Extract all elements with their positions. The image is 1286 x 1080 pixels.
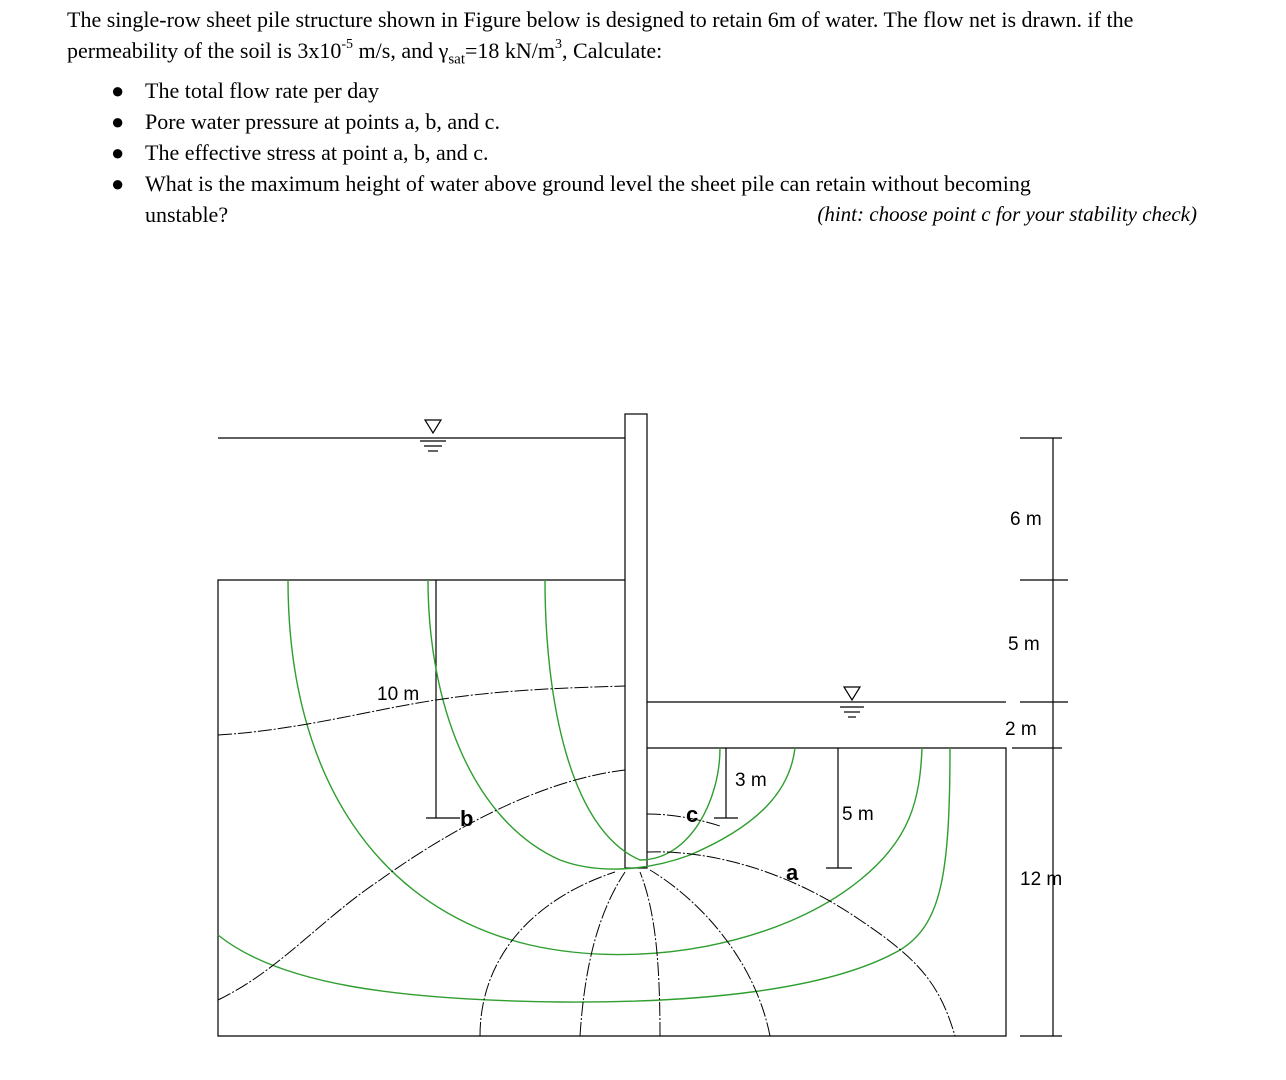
permeability-exponent: -5 [341,36,354,52]
list-item-text: The effective stress at point a, b, and c. [145,140,489,166]
dim-5m-inner-label: 5 m [842,804,874,825]
gamma-subscript: sat [448,51,465,68]
upstream-water-level-icon [420,420,446,451]
dim-6m-label: 6 m [1010,509,1042,530]
intro-text-1: The single-row sheet pile structure shown in Figure below is designed to retain 6m of water. The flow net is drawn. if the permeability of the soil is 3x10 [67,7,1134,63]
list-item-text: The total flow rate per day [145,78,379,104]
equipotential-lines [218,686,955,1036]
bullet-icon: ● [111,171,125,197]
dim-12m-label: 12 m [1020,869,1063,890]
intro-text-4: , Calculate: [562,38,663,63]
point-c-label: c [686,802,699,827]
last-line-text: unstable? [145,202,229,228]
intro-text-3: =18 kN/m [465,38,556,63]
point-b-label: b [460,806,474,831]
dim-10m-label: 10 m [377,684,420,705]
hint-text: (hint: choose point c for your stability check) [817,202,1197,227]
bullet-icon: ● [111,78,125,104]
bullet-icon: ● [111,140,125,166]
upstream-ground [218,580,1006,1036]
bullet-icon: ● [111,109,125,135]
point-a-label: a [786,860,799,885]
gamma-symbol: γ [438,38,449,63]
sheet-pile [625,414,647,868]
list-item-text: What is the maximum height of water above ground level the sheet pile can retain without becoming [145,171,1031,197]
dim-5m-right-label: 5 m [1008,634,1040,655]
dim-3m-label: 3 m [735,770,767,791]
flow-lines [218,580,950,1002]
unit-exponent: 3 [555,36,563,52]
list-item-text: Pore water pressure at points a, b, and c. [145,109,500,135]
intro-text-2: m/s, and [353,38,439,63]
dim-2m-label: 2 m [1005,719,1037,740]
